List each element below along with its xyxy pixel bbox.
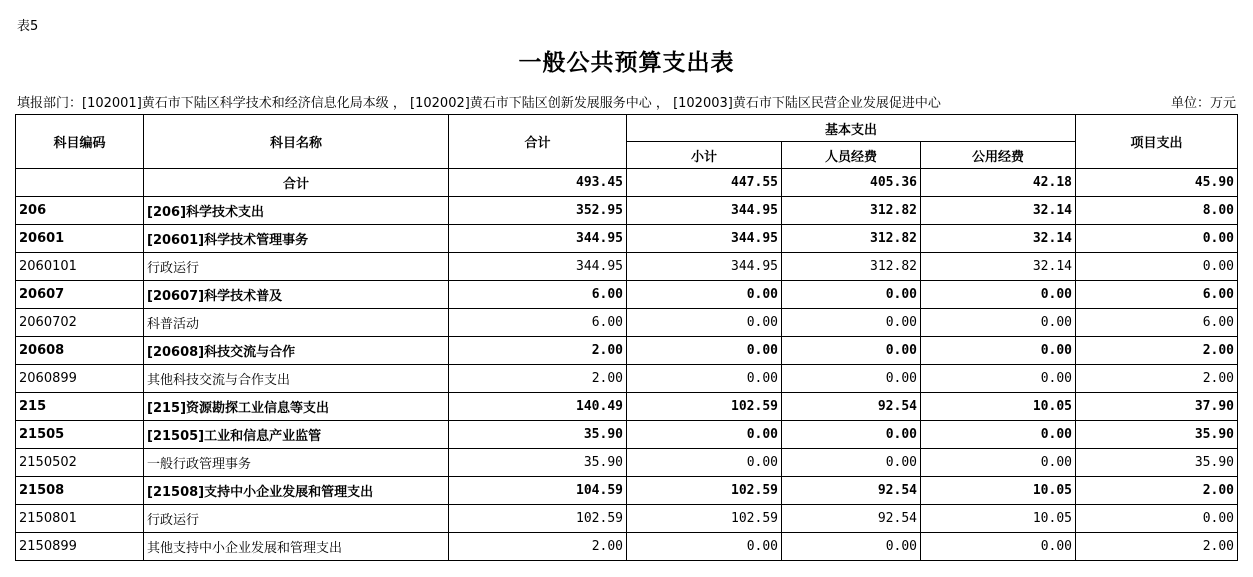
cell-total: 35.90 xyxy=(449,449,627,477)
cell-project: 2.00 xyxy=(1076,477,1238,505)
cell-public: 0.00 xyxy=(921,449,1076,477)
table-body xyxy=(16,169,1238,561)
cell-name: [20607]科学技术普及 xyxy=(144,281,449,309)
cell-total: 493.45 xyxy=(449,169,627,197)
cell-name: [21508]支持中小企业发展和管理支出 xyxy=(144,477,449,505)
cell-project: 0.00 xyxy=(1076,225,1238,253)
cell-personnel: 0.00 xyxy=(782,421,921,449)
cell-project: 8.00 xyxy=(1076,197,1238,225)
cell-subtotal: 0.00 xyxy=(627,533,782,561)
cell-personnel: 0.00 xyxy=(782,309,921,337)
header-total: 合计 xyxy=(449,115,627,169)
cell-public: 0.00 xyxy=(921,365,1076,393)
cell-subtotal: 344.95 xyxy=(627,225,782,253)
cell-name: 行政运行 xyxy=(144,505,449,533)
cell-subtotal: 0.00 xyxy=(627,365,782,393)
cell-name: [21505]工业和信息产业监管 xyxy=(144,421,449,449)
cell-total: 344.95 xyxy=(449,253,627,281)
cell-personnel: 312.82 xyxy=(782,253,921,281)
cell-personnel: 312.82 xyxy=(782,225,921,253)
header-name: 科目名称 xyxy=(144,115,449,169)
cell-code xyxy=(16,169,144,197)
cell-public: 10.05 xyxy=(921,393,1076,421)
cell-subtotal: 102.59 xyxy=(627,505,782,533)
cell-code: 20601 xyxy=(16,225,144,253)
table-row xyxy=(16,449,1238,477)
department-label: 填报部门：[102001]黄石市下陆区科学技术和经济信息化局本级 ， [102002]黄石市下陆区创新发展服务中心 ， [102003]黄石市下陆区民营企业发展促进中心 xyxy=(17,96,941,111)
cell-name: [215]资源勘探工业信息等支出 xyxy=(144,393,449,421)
cell-subtotal: 0.00 xyxy=(627,281,782,309)
cell-personnel: 0.00 xyxy=(782,337,921,365)
cell-public: 0.00 xyxy=(921,309,1076,337)
cell-code: 21505 xyxy=(16,421,144,449)
table-label: 表5 xyxy=(17,19,39,34)
cell-personnel: 0.00 xyxy=(782,533,921,561)
cell-total: 140.49 xyxy=(449,393,627,421)
cell-personnel: 92.54 xyxy=(782,477,921,505)
cell-public: 32.14 xyxy=(921,253,1076,281)
cell-total: 2.00 xyxy=(449,533,627,561)
cell-total: 2.00 xyxy=(449,337,627,365)
header-row-1 xyxy=(16,115,1238,142)
cell-personnel: 0.00 xyxy=(782,365,921,393)
cell-subtotal: 344.95 xyxy=(627,253,782,281)
cell-code: 206 xyxy=(16,197,144,225)
cell-personnel: 0.00 xyxy=(782,449,921,477)
header-code: 科目编码 xyxy=(16,115,144,169)
cell-code: 2150502 xyxy=(16,449,144,477)
cell-public: 42.18 xyxy=(921,169,1076,197)
table-row xyxy=(16,197,1238,225)
cell-project: 35.90 xyxy=(1076,421,1238,449)
cell-public: 32.14 xyxy=(921,225,1076,253)
table-row xyxy=(16,477,1238,505)
table-row xyxy=(16,309,1238,337)
cell-personnel: 312.82 xyxy=(782,197,921,225)
table-row xyxy=(16,505,1238,533)
cell-project: 35.90 xyxy=(1076,449,1238,477)
cell-subtotal: 0.00 xyxy=(627,449,782,477)
cell-project: 37.90 xyxy=(1076,393,1238,421)
cell-total: 6.00 xyxy=(449,309,627,337)
cell-total: 104.59 xyxy=(449,477,627,505)
cell-code: 20607 xyxy=(16,281,144,309)
cell-total: 6.00 xyxy=(449,281,627,309)
cell-code: 2060702 xyxy=(16,309,144,337)
cell-name: [20608]科技交流与合作 xyxy=(144,337,449,365)
budget-table xyxy=(15,114,1238,561)
cell-subtotal: 447.55 xyxy=(627,169,782,197)
cell-public: 0.00 xyxy=(921,533,1076,561)
cell-subtotal: 102.59 xyxy=(627,477,782,505)
cell-name: 一般行政管理事务 xyxy=(144,449,449,477)
cell-code: 20608 xyxy=(16,337,144,365)
cell-name: 其他支持中小企业发展和管理支出 xyxy=(144,533,449,561)
cell-name: [206]科学技术支出 xyxy=(144,197,449,225)
cell-subtotal: 102.59 xyxy=(627,393,782,421)
header-personnel: 人员经费 xyxy=(782,142,921,169)
cell-public: 10.05 xyxy=(921,477,1076,505)
cell-code: 2060101 xyxy=(16,253,144,281)
table-row xyxy=(16,421,1238,449)
cell-public: 0.00 xyxy=(921,421,1076,449)
cell-code: 2150801 xyxy=(16,505,144,533)
header-basic: 基本支出 xyxy=(627,115,1076,142)
table-row xyxy=(16,533,1238,561)
cell-public: 32.14 xyxy=(921,197,1076,225)
cell-project: 6.00 xyxy=(1076,309,1238,337)
cell-name: 科普活动 xyxy=(144,309,449,337)
cell-name: 其他科技交流与合作支出 xyxy=(144,365,449,393)
cell-total: 35.90 xyxy=(449,421,627,449)
cell-project: 6.00 xyxy=(1076,281,1238,309)
table-row xyxy=(16,281,1238,309)
header-project: 项目支出 xyxy=(1076,115,1238,169)
cell-project: 2.00 xyxy=(1076,533,1238,561)
cell-total: 102.59 xyxy=(449,505,627,533)
cell-total: 2.00 xyxy=(449,365,627,393)
cell-subtotal: 0.00 xyxy=(627,421,782,449)
cell-project: 45.90 xyxy=(1076,169,1238,197)
cell-code: 2150899 xyxy=(16,533,144,561)
cell-code: 215 xyxy=(16,393,144,421)
cell-subtotal: 0.00 xyxy=(627,337,782,365)
page-title: 一般公共预算支出表 xyxy=(518,49,735,76)
cell-name: [20601]科学技术管理事务 xyxy=(144,225,449,253)
table-row xyxy=(16,393,1238,421)
table-row xyxy=(16,225,1238,253)
cell-project: 0.00 xyxy=(1076,253,1238,281)
cell-personnel: 92.54 xyxy=(782,505,921,533)
cell-name: 行政运行 xyxy=(144,253,449,281)
cell-name: 合计 xyxy=(144,169,449,197)
header-subtotal: 小计 xyxy=(627,142,782,169)
cell-project: 2.00 xyxy=(1076,365,1238,393)
cell-project: 0.00 xyxy=(1076,505,1238,533)
cell-subtotal: 344.95 xyxy=(627,197,782,225)
cell-personnel: 405.36 xyxy=(782,169,921,197)
table-row xyxy=(16,337,1238,365)
cell-total: 344.95 xyxy=(449,225,627,253)
table-row xyxy=(16,253,1238,281)
cell-subtotal: 0.00 xyxy=(627,309,782,337)
table-row xyxy=(16,169,1238,197)
table-row xyxy=(16,365,1238,393)
header-public: 公用经费 xyxy=(921,142,1076,169)
cell-total: 352.95 xyxy=(449,197,627,225)
cell-code: 2060899 xyxy=(16,365,144,393)
cell-personnel: 0.00 xyxy=(782,281,921,309)
cell-public: 0.00 xyxy=(921,337,1076,365)
unit-label: 单位：万元 xyxy=(1170,96,1236,111)
cell-project: 2.00 xyxy=(1076,337,1238,365)
cell-code: 21508 xyxy=(16,477,144,505)
cell-public: 0.00 xyxy=(921,281,1076,309)
cell-public: 10.05 xyxy=(921,505,1076,533)
cell-personnel: 92.54 xyxy=(782,393,921,421)
